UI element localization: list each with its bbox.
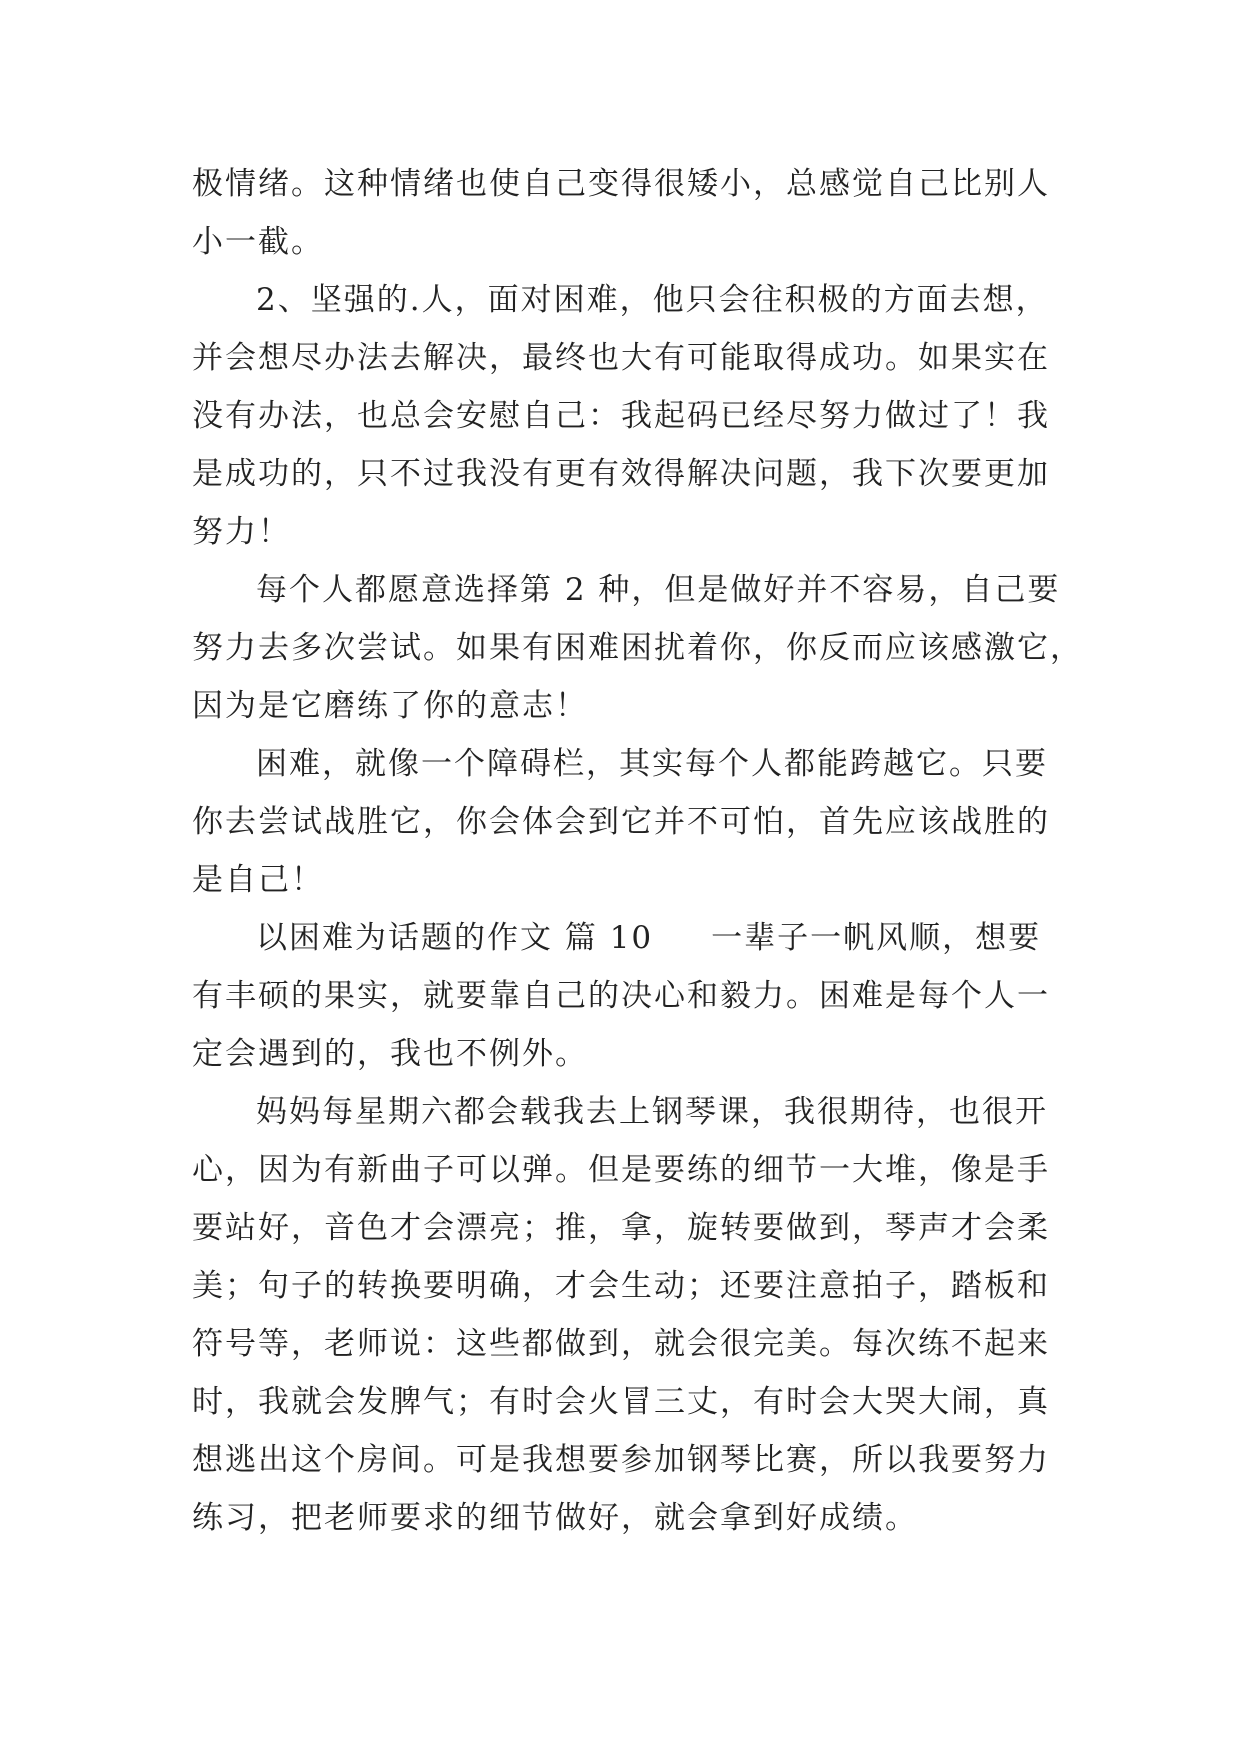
text-line: 没有办法，也总会安慰自己：我起码已经尽努力做过了！我 (192, 398, 1050, 434)
paragraph-1 (192, 155, 1062, 271)
text-line: 练习，把老师要求的细节做好，就会拿到好成绩。 (192, 1500, 918, 1536)
text-line: 2、坚强的.人，面对困难，他只会往积极的方面去想， (256, 282, 1049, 318)
text-line: 美；句子的转换要明确，才会生动；还要注意拍子，踏板和 (192, 1268, 1050, 1304)
text-line: 有丰硕的果实，就要靠自己的决心和毅力。困难是每个人一 (192, 978, 1050, 1014)
text-line: 每个人都愿意选择第 2 种，但是做好并不容易，自己要 (256, 572, 1061, 608)
text-line: 你去尝试战胜它，你会体会到它并不可怕，首先应该战胜的 (192, 804, 1050, 840)
essay-heading: 以困难为话题的作文 篇 10 (256, 920, 654, 956)
text-line: 定会遇到的，我也不例外。 (192, 1036, 588, 1072)
paragraph-5 (192, 909, 1062, 1083)
paragraph-2 (192, 271, 1062, 561)
text-line: 小一截。 (192, 224, 324, 260)
text-line: 想逃出这个房间。可是我想要参加钢琴比赛，所以我要努力 (192, 1442, 1050, 1478)
text-fragment: 一辈子一帆风顺，想要 (711, 920, 1042, 956)
paragraph-3 (192, 561, 1083, 735)
text-line: 妈妈每星期六都会载我去上钢琴课，我很期待，也很开 (256, 1094, 1048, 1130)
text-line: 因为是它磨练了你的意志！ (192, 688, 588, 724)
text-line: 心，因为有新曲子可以弹。但是要练的细节一大堆，像是手 (192, 1152, 1050, 1188)
text-line: 困难，就像一个障碍栏，其实每个人都能跨越它。只要 (256, 746, 1048, 782)
paragraph-6 (192, 1083, 1062, 1547)
text-line: 努力！ (192, 514, 291, 550)
text-line: 时，我就会发脾气；有时会火冒三丈，有时会大哭大闹，真 (192, 1384, 1050, 1420)
text-line: 努力去多次尝试。如果有困难困扰着你，你反而应该感激它， (192, 630, 1083, 666)
text-line (192, 909, 1062, 967)
document-page (192, 155, 1083, 1547)
text-line: 是自己！ (192, 862, 324, 898)
text-line: 是成功的，只不过我没有更有效得解决问题，我下次要更加 (192, 456, 1050, 492)
text-line: 要站好，音色才会漂亮；推，拿，旋转要做到，琴声才会柔 (192, 1210, 1050, 1246)
text-line: 符号等，老师说：这些都做到，就会很完美。每次练不起来 (192, 1326, 1050, 1362)
paragraph-4 (192, 735, 1062, 909)
text-line: 并会想尽办法去解决，最终也大有可能取得成功。如果实在 (192, 340, 1050, 376)
text-line: 极情绪。这种情绪也使自己变得很矮小，总感觉自己比别人 (192, 166, 1050, 202)
